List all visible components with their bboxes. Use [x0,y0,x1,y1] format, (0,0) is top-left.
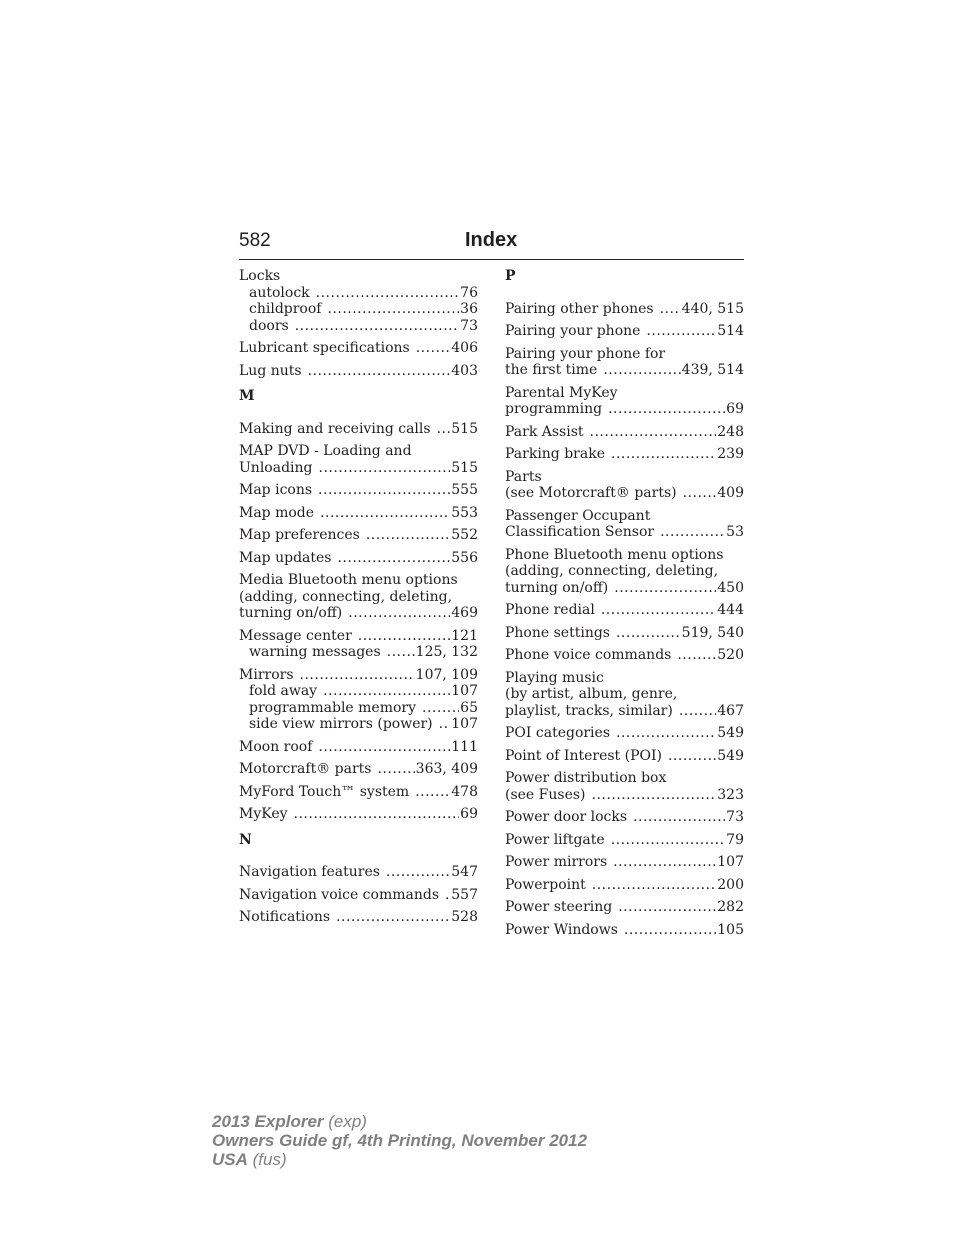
index-subentry-line [239,644,478,661]
index-entry [239,340,478,357]
index-subentry-line [239,318,478,335]
index-entry-line [239,505,478,522]
page-reference: 363, 409 [415,761,478,777]
entry-text: Map icons [239,482,313,498]
dot-leader [592,877,717,894]
entry-text: Power door locks [505,809,628,825]
footer-line-model: 2013 Explorer (exp) [212,1112,367,1131]
index-entry-line [505,877,744,894]
index-entry-line [239,482,478,499]
index-entry [239,864,478,881]
dot-leader [327,301,459,318]
dot-leader [590,424,717,441]
section-letter: P [505,268,516,284]
index-entry [505,809,744,826]
dot-leader [616,725,716,742]
index-entry [239,527,478,544]
index-entry-line [505,647,744,664]
entry-text: fold away [249,683,318,699]
page-reference: 53 [726,524,744,540]
index-entry [505,922,744,939]
dot-leader [611,832,725,849]
index-entry-line [505,602,744,619]
index-entry-line [505,787,744,804]
entry-text: childproof [249,301,322,317]
entry-text: (see Motorcraft® parts) [505,485,677,501]
dot-leader [295,318,459,335]
page-reference: 528 [451,909,478,925]
entry-text: (adding, connecting, deleting, [505,563,719,579]
index-entry-line [239,527,478,544]
index-entry-line [239,806,478,823]
section-letter: N [239,831,252,848]
index-entry [239,628,478,661]
entry-text: Phone settings [505,624,610,641]
index-entry [505,385,744,418]
page-reference: 36 [460,301,478,317]
page-reference: 107 [451,683,478,699]
index-entry-line [505,725,744,742]
entry-text: Map mode [239,504,315,521]
index-entry [505,854,744,871]
index-entry [505,346,744,379]
dot-leader [308,363,451,380]
dot-leader [614,580,716,597]
dot-leader [377,761,414,778]
page-reference: 555 [451,482,478,498]
index-entry [505,508,744,541]
dot-leader [358,628,450,645]
entry-text: Power distribution box [505,770,667,786]
page-title: Index [465,229,518,251]
index-entry [239,909,478,926]
index-entry-line [505,686,744,703]
page-reference: 69 [726,401,744,417]
index-entry-line [239,460,478,477]
index-subentry-line [239,716,478,733]
index-entry [239,550,478,567]
entry-text: Parental MyKey [505,384,618,401]
dot-leader [608,401,725,418]
entry-text: Mirrors [239,666,294,683]
entry-text: Powerpoint [505,876,586,893]
entry-text: Parts [505,468,542,485]
index-entry-line [505,469,744,486]
entry-text: Point of Interest (POI) [505,747,662,764]
entry-text: turning on/off) [239,605,343,621]
page-reference: 76 [460,284,478,301]
index-entry [505,323,744,340]
dot-leader [437,421,451,438]
index-entry-line [239,589,478,606]
index-entry [505,301,744,318]
dot-leader [618,899,716,916]
entry-text: POI categories [505,725,611,741]
page-reference: 282 [717,899,744,915]
index-entry-line [505,385,744,402]
dot-leader [668,748,716,765]
entry-text: Power liftgate [505,831,605,848]
dot-leader [319,460,451,477]
entry-text: Playing music [505,669,604,686]
index-entry-line [505,346,744,363]
index-entry-line [505,424,744,441]
page-reference: 520 [717,647,744,663]
dot-leader [318,482,450,499]
entry-text: Pairing your phone for [505,345,666,362]
entry-text: MyFord Touch™ system [239,783,410,800]
page-reference: 107, 109 [415,666,478,683]
dot-leader [616,625,681,642]
index-entry-line [239,340,478,357]
page-reference: 467 [717,702,744,719]
dot-leader [323,683,450,700]
page-reference: 557 [451,886,478,903]
index-column-left [239,268,478,932]
entry-text: Parking brake [505,446,605,462]
index-subentry-line [239,301,478,318]
index-entry [505,770,744,803]
index-entry-line [239,864,478,881]
entry-text: Locks [239,268,281,284]
dot-leader [660,524,725,541]
entry-text: (by artist, album, genre, [505,686,678,702]
index-entry [505,602,744,619]
index-entry-line [505,301,744,318]
index-entry [505,725,744,742]
index-entry-line [505,362,744,379]
entry-text: Pairing your phone [505,323,641,339]
page-reference: 478 [451,783,478,800]
index-entry-line [505,922,744,939]
entry-text: MyKey [239,806,288,822]
page-reference: 125, 132 [415,644,478,660]
entry-text: (adding, connecting, deleting, [239,588,453,605]
dot-leader [318,739,450,756]
page-reference: 515 [451,420,478,437]
page-reference: 444 [717,602,744,618]
index-entry [239,739,478,756]
entry-text: playlist, tracks, similar) [505,702,673,719]
index-entry-line [505,832,744,849]
index-entry [239,784,478,801]
index-entry [239,421,478,438]
index-entry-line [505,809,744,826]
index-entry [505,877,744,894]
footer-line-edition: Owners Guide gf, 4th Printing, November 2012 [212,1131,588,1150]
index-entry [239,268,478,334]
index-entry [505,446,744,463]
page-reference: 514 [717,323,744,339]
entry-text: Unloading [239,459,313,476]
page-reference: 73 [460,317,478,334]
page-reference: 439, 514 [681,362,744,378]
page-reference: 469 [451,605,478,621]
dot-leader [320,505,450,522]
index-entry-line [505,547,744,564]
index-entry-line [239,887,478,904]
entry-text: Moon roof [239,738,313,755]
entry-text: the first time [505,362,598,378]
entry-text: Notifications [239,909,331,925]
index-subentry-line [239,285,478,302]
page-reference: 107 [717,854,744,870]
index-entry [239,887,478,904]
dot-leader [416,340,451,357]
index-entry-line [505,524,744,541]
index-entry-line [239,628,478,645]
index-entry-line [505,854,744,871]
index-entry [505,625,744,642]
dot-leader [316,285,460,302]
entry-text: Message center [239,627,352,644]
entry-text: Map updates [239,549,332,566]
dot-leader [386,864,450,881]
entry-text: side view mirrors (power) [249,716,433,732]
entry-text: Passenger Occupant [505,507,651,524]
entry-text: doors [249,317,289,334]
index-entry [239,363,478,380]
dot-leader [624,922,716,939]
index-entry-line [239,443,478,460]
entry-text: warning messages [249,644,381,660]
index-entry [239,482,478,499]
dot-leader [336,909,450,926]
dot-leader [387,644,415,661]
index-entry-line [505,446,744,463]
page-reference: 556 [451,549,478,566]
index-entry-line [505,508,744,525]
page-reference: 323 [717,786,744,803]
index-entry-line [505,580,744,597]
dot-leader [415,784,450,801]
page-reference: 105 [717,921,744,938]
index-entry [505,547,744,597]
entry-text: Map preferences [239,527,360,543]
index-entry [239,443,478,476]
entry-text: Park Assist [505,423,584,440]
index-entry-line [239,605,478,622]
dot-leader [603,362,680,379]
page-reference: 121 [451,627,478,644]
page-reference: 200 [717,876,744,893]
entry-text: Phone redial [505,602,595,618]
entry-text: Classification Sensor [505,524,655,540]
footer [212,1112,587,1169]
dot-leader [337,550,450,567]
dot-leader [646,323,716,340]
index-subentry-line [239,683,478,700]
page-reference: 549 [717,747,744,764]
dot-leader [679,703,716,720]
index-entry [239,761,478,778]
dot-leader [422,700,459,717]
page-reference: 553 [451,504,478,521]
page-number: 582 [239,230,271,251]
index-entry-line [505,485,744,502]
footer-line-region: USA (fus) [212,1150,287,1169]
index-entry [239,806,478,823]
section-letter: M [239,388,255,404]
index-entry-line [239,268,478,285]
page-reference: 547 [451,864,478,880]
index-entry-line [505,401,744,418]
index-entry-line [239,909,478,926]
dot-leader [611,446,716,463]
entry-text: Making and receiving calls [239,420,431,437]
page-reference: 69 [460,806,478,822]
index-entry [505,899,744,916]
entry-text: Lug nuts [239,362,302,379]
entry-text: Pairing other phones [505,300,654,317]
index-entry-line [505,323,744,340]
index-entry-line [239,761,478,778]
index-entry [505,647,744,664]
entry-text: Navigation features [239,864,380,880]
index-entry [505,832,744,849]
index-entry-line [505,703,744,720]
index-entry-line [239,572,478,589]
index-entry-line [239,421,478,438]
entry-text: Power Windows [505,921,618,938]
index-entry [239,505,478,522]
page-reference: 73 [726,809,744,825]
dot-leader [294,806,460,823]
entry-text: Media Bluetooth menu options [239,572,458,588]
entry-text: programming [505,401,603,417]
index-entry-line [505,748,744,765]
entry-text: Motorcraft® parts [239,761,372,777]
entry-text: MAP DVD - Loading and [239,443,412,459]
entry-text: (see Fuses) [505,786,586,803]
page-reference: 515 [451,459,478,476]
index-entry [505,748,744,765]
index-entry-line [505,899,744,916]
dot-leader [633,809,725,826]
index-entry-line [505,563,744,580]
page-reference: 248 [717,423,744,440]
dot-leader [439,716,451,733]
index-entry [505,469,744,502]
page-reference: 519, 540 [681,624,744,641]
index-entry-line [239,739,478,756]
page-reference: 107 [451,716,478,732]
dot-leader [300,667,415,684]
page-reference: 79 [726,831,744,848]
page-reference: 409 [717,485,744,501]
entry-text: turning on/off) [505,579,609,596]
entry-text: Navigation voice commands [239,886,440,903]
index-entry [239,667,478,733]
index-entry-line [239,550,478,567]
page-reference: 552 [451,527,478,543]
entry-text: autolock [249,284,310,301]
page-reference: 440, 515 [681,300,744,317]
dot-leader [348,605,450,622]
dot-leader [660,301,681,318]
dot-leader [366,527,450,544]
page-reference: 239 [717,446,744,462]
entry-text: Phone voice commands [505,647,672,663]
dot-leader [683,485,717,502]
index-entry [239,572,478,622]
entry-text: Power mirrors [505,854,608,870]
page-reference: 65 [460,699,478,716]
index-subentry-line [239,700,478,717]
page-header [239,229,744,260]
entry-text: Phone Bluetooth menu options [505,546,724,563]
page-reference: 111 [451,738,478,755]
index-entry-line [239,784,478,801]
index-entry-line [239,363,478,380]
page-reference: 403 [451,362,478,379]
entry-text: Power steering [505,899,613,915]
index-entry [505,424,744,441]
index-entry-line [505,670,744,687]
dot-leader [601,602,716,619]
entry-text: Lubricant specifications [239,340,410,356]
page-reference: 549 [717,725,744,741]
page-reference: 406 [451,340,478,356]
dot-leader [445,887,450,904]
page-reference: 450 [717,579,744,596]
index-entry-line [505,625,744,642]
index-column-right [505,268,744,944]
dot-leader [613,854,716,871]
index-entry-line [239,667,478,684]
dot-leader [592,787,717,804]
index-entry-line [505,770,744,787]
index-entry [505,670,744,720]
dot-leader [677,647,716,664]
entry-text: programmable memory [249,699,417,716]
